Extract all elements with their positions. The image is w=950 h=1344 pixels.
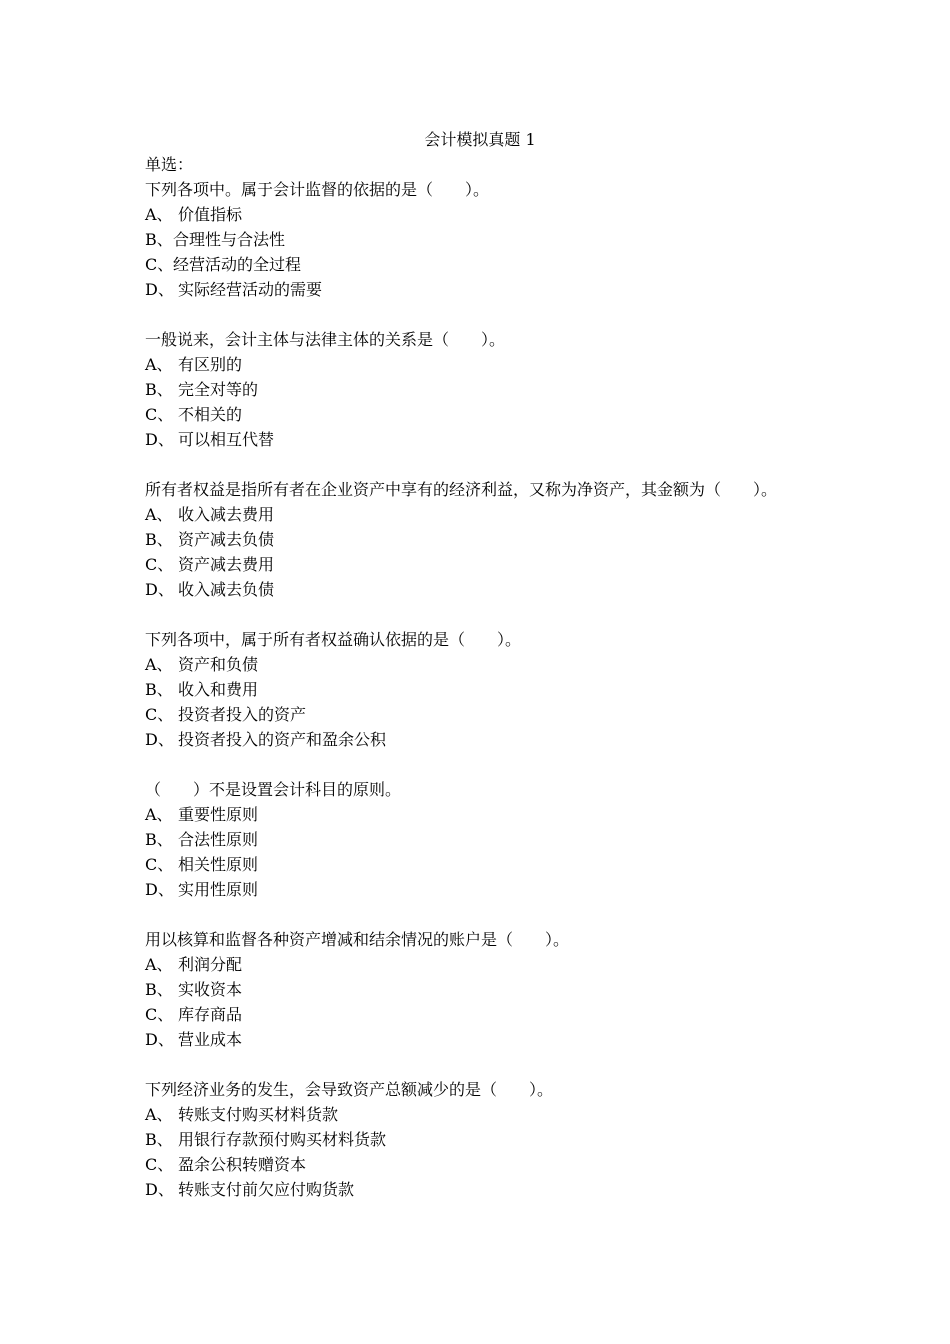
option-text: 资产减去费用 xyxy=(178,555,275,574)
option-text: 重要性原则 xyxy=(178,805,259,824)
option-b xyxy=(145,827,815,852)
option-text: 利润分配 xyxy=(178,955,243,974)
option-letter: B、 xyxy=(145,230,173,249)
option-a xyxy=(145,652,815,677)
option-text: 投资者投入的资产 xyxy=(178,705,307,724)
option-text: 库存商品 xyxy=(178,1005,243,1024)
option-text: 合法性原则 xyxy=(178,830,259,849)
option-letter: A、 xyxy=(145,205,173,224)
option-letter: D、 xyxy=(145,730,174,749)
option-letter: C、 xyxy=(145,705,174,724)
question-2 xyxy=(145,327,815,452)
option-text: 相关性原则 xyxy=(178,855,259,874)
option-d xyxy=(145,427,815,452)
option-text: 资产减去负债 xyxy=(178,530,275,549)
option-letter: C、 xyxy=(145,405,174,424)
option-letter: A、 xyxy=(145,355,173,374)
option-d xyxy=(145,727,815,752)
option-b xyxy=(145,377,815,402)
document-page xyxy=(145,127,815,1227)
option-text: 用银行存款预付购买材料货款 xyxy=(178,1130,387,1149)
question-stem: 下列各项中，属于所有者权益确认依据的是（ ）。 xyxy=(145,630,522,649)
question-3 xyxy=(145,477,815,602)
option-letter: D、 xyxy=(145,430,174,449)
option-a xyxy=(145,352,815,377)
option-c xyxy=(145,1152,815,1177)
option-a xyxy=(145,952,815,977)
option-c xyxy=(145,702,815,727)
question-1 xyxy=(145,177,815,302)
question-5 xyxy=(145,777,815,902)
option-text: 实用性原则 xyxy=(178,880,259,899)
option-text: 资产和负债 xyxy=(178,655,259,674)
option-letter: B、 xyxy=(145,530,173,549)
option-c xyxy=(145,402,815,427)
option-letter: D、 xyxy=(145,280,174,299)
option-d xyxy=(145,277,815,302)
option-a xyxy=(145,502,815,527)
option-text: 完全对等的 xyxy=(178,380,259,399)
option-letter: B、 xyxy=(145,980,173,999)
option-letter: D、 xyxy=(145,580,174,599)
option-text: 营业成本 xyxy=(178,1030,243,1049)
option-c xyxy=(145,552,815,577)
option-letter: D、 xyxy=(145,1030,174,1049)
question-stem: 下列经济业务的发生，会导致资产总额减少的是（ ）。 xyxy=(145,1080,554,1099)
option-text: 合理性与合法性 xyxy=(173,230,286,249)
option-text: 不相关的 xyxy=(178,405,243,424)
question-4 xyxy=(145,627,815,752)
option-text: 可以相互代替 xyxy=(178,430,275,449)
option-d xyxy=(145,1177,815,1202)
option-text: 收入减去费用 xyxy=(178,505,275,524)
option-letter: C、 xyxy=(145,255,174,274)
option-letter: C、 xyxy=(145,1005,174,1024)
question-stem: 用以核算和监督各种资产增减和结余情况的账户是（ ）。 xyxy=(145,930,570,949)
option-c xyxy=(145,252,815,277)
option-text: 价值指标 xyxy=(178,205,243,224)
option-letter: A、 xyxy=(145,505,173,524)
option-b xyxy=(145,527,815,552)
option-letter: B、 xyxy=(145,830,173,849)
option-d xyxy=(145,877,815,902)
option-a xyxy=(145,802,815,827)
page-title: 会计模拟真题 1 xyxy=(424,130,536,149)
option-a xyxy=(145,1102,815,1127)
option-text: 经营活动的全过程 xyxy=(173,255,302,274)
question-stem: 下列各项中。属于会计监督的依据的是（ ）。 xyxy=(145,180,490,199)
option-letter: C、 xyxy=(145,1155,174,1174)
option-letter: A、 xyxy=(145,805,173,824)
option-letter: C、 xyxy=(145,855,174,874)
option-letter: A、 xyxy=(145,655,173,674)
option-b xyxy=(145,1127,815,1152)
option-text: 盈余公积转赠资本 xyxy=(178,1155,307,1174)
option-text: 有区别的 xyxy=(178,355,243,374)
section-label: 单选： xyxy=(145,155,194,174)
option-b xyxy=(145,677,815,702)
option-letter: B、 xyxy=(145,380,173,399)
option-text: 实收资本 xyxy=(178,980,243,999)
option-b xyxy=(145,227,815,252)
question-stem: 所有者权益是指所有者在企业资产中享有的经济利益，又称为净资产，其金额为（ ）。 xyxy=(145,480,778,499)
option-text: 转账支付前欠应付购货款 xyxy=(178,1180,355,1199)
question-7 xyxy=(145,1077,815,1202)
option-letter: A、 xyxy=(145,955,173,974)
option-letter: B、 xyxy=(145,680,173,699)
option-text: 实际经营活动的需要 xyxy=(178,280,323,299)
option-d xyxy=(145,577,815,602)
option-letter: D、 xyxy=(145,1180,174,1199)
option-text: 投资者投入的资产和盈余公积 xyxy=(178,730,387,749)
option-d xyxy=(145,1027,815,1052)
option-a xyxy=(145,202,815,227)
option-text: 转账支付购买材料货款 xyxy=(178,1105,339,1124)
question-stem: （ ）不是设置会计科目的原则。 xyxy=(145,780,402,799)
question-6 xyxy=(145,927,815,1052)
option-c xyxy=(145,1002,815,1027)
option-text: 收入和费用 xyxy=(178,680,259,699)
option-letter: B、 xyxy=(145,1130,173,1149)
option-letter: A、 xyxy=(145,1105,173,1124)
option-letter: C、 xyxy=(145,555,174,574)
option-c xyxy=(145,852,815,877)
option-b xyxy=(145,977,815,1002)
option-text: 收入减去负债 xyxy=(178,580,275,599)
question-stem: 一般说来，会计主体与法律主体的关系是（ ）。 xyxy=(145,330,506,349)
option-letter: D、 xyxy=(145,880,174,899)
